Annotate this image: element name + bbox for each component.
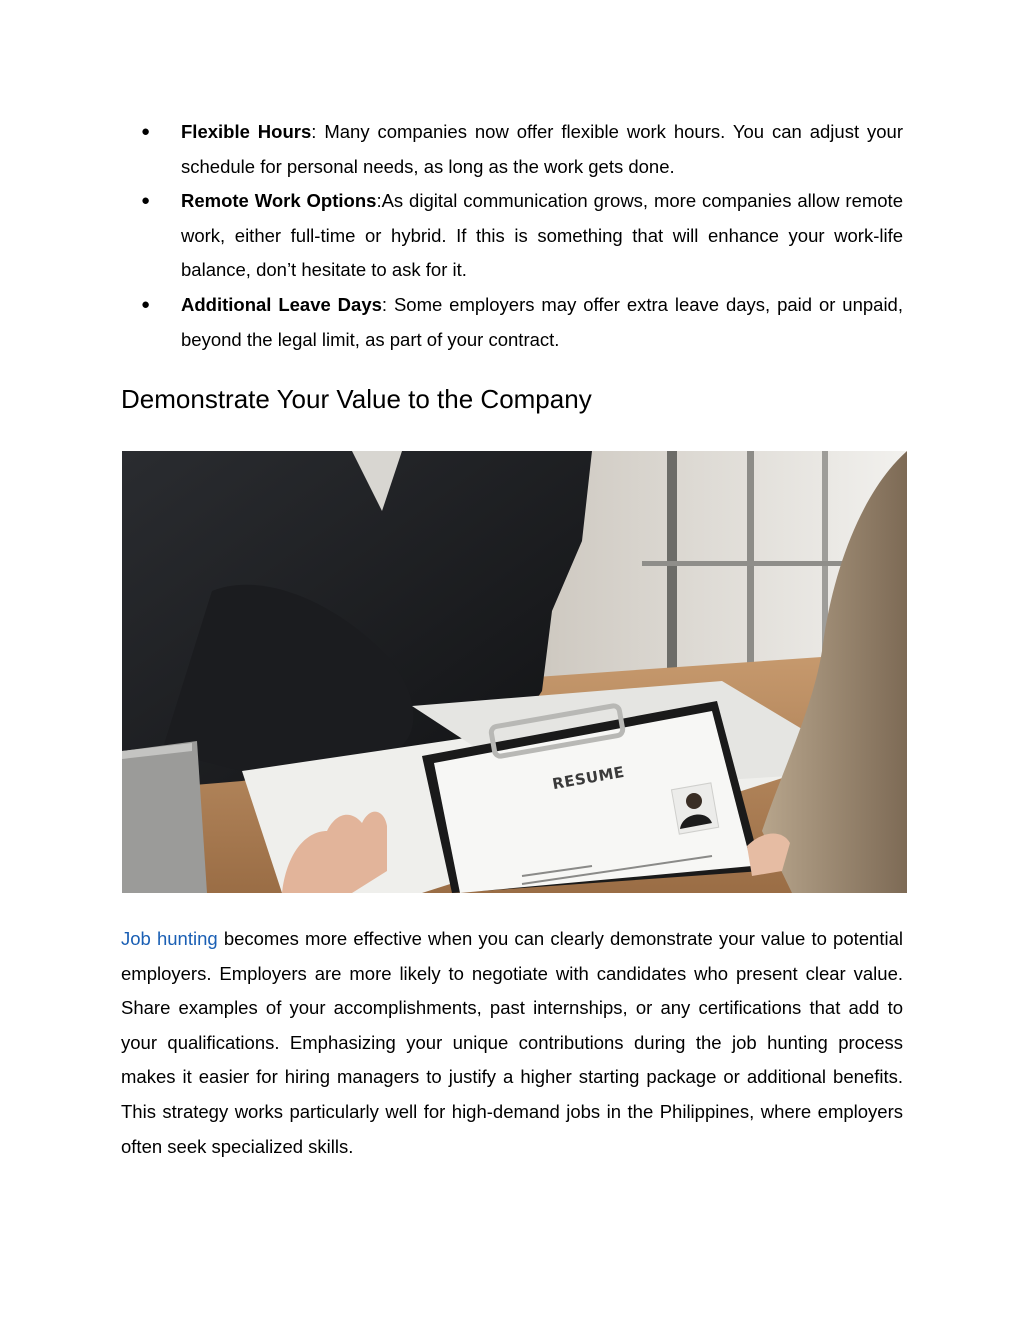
job-hunting-link[interactable]: Job hunting bbox=[121, 928, 218, 949]
list-item bbox=[121, 288, 903, 357]
list-item-text: :As digital communication grows, more companies allow remote work, either full-time or hybrid. If this is something that will enhance your work-life balance, don’t hesitate to ask for it. bbox=[181, 190, 903, 281]
paragraph-text: becomes more effective when you can clearly demonstrate your value to potential employers. Employers are more likely to negotiate with candidates who present clear value. Share examples of your accomplishments, past internships, or any certifications that add to your qualifications. Emphasizing your unique contributions during the job hunting process makes it easier for hiring managers to justify a higher starting package or additional benefits. This strategy works particularly well for high-demand jobs in the Philippines, where employers often seek specialized skills. bbox=[121, 928, 903, 1157]
bullet-icon: ● bbox=[141, 295, 151, 313]
bullet-icon: ● bbox=[141, 123, 151, 140]
bullet-icon: ● bbox=[141, 192, 151, 210]
interview-photo bbox=[122, 451, 907, 893]
benefits-list bbox=[121, 115, 903, 357]
resume-label: RESUME bbox=[550, 762, 626, 794]
list-item-term: Additional Leave Days bbox=[181, 293, 382, 315]
list-item-text: : Many companies now offer flexible work hours. You can adjust your schedule for personal needs, as long as the work gets done. bbox=[181, 121, 903, 177]
value-paragraph bbox=[121, 922, 903, 1164]
list-item bbox=[121, 115, 903, 184]
list-item bbox=[121, 184, 903, 288]
list-item-term: Remote Work Options bbox=[181, 190, 377, 212]
list-item-text: : Some employers may offer extra leave days, paid or unpaid, beyond the legal limit, as part of your contract. bbox=[181, 293, 903, 350]
list-item-term: Flexible Hours bbox=[181, 121, 312, 142]
section-heading: Demonstrate Your Value to the Company bbox=[121, 384, 592, 414]
